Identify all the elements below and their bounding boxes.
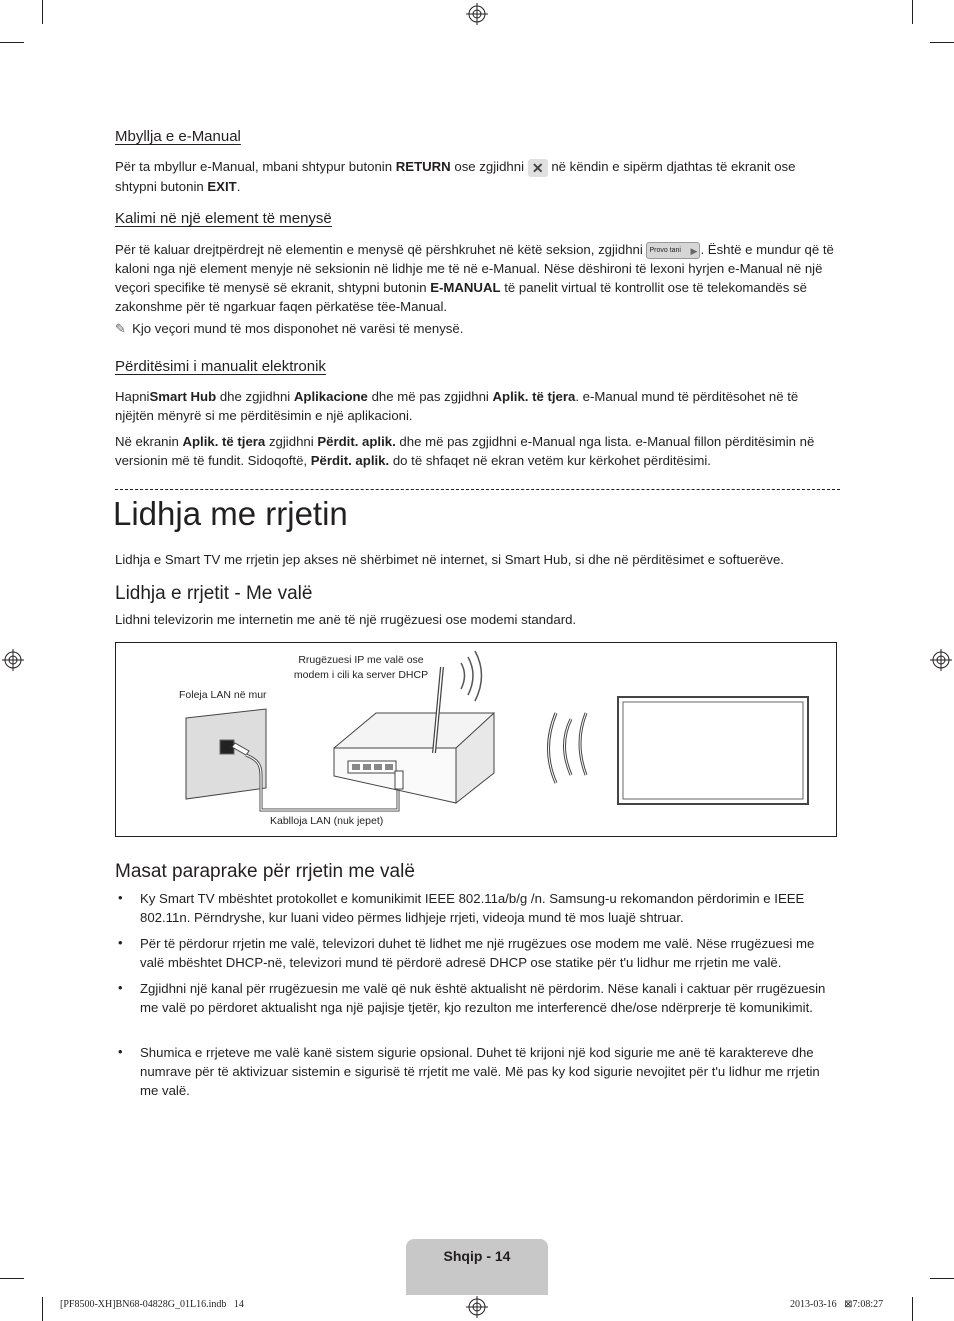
apps-label: Aplikacione: [293, 389, 368, 404]
chapter-intro: Lidhja e Smart TV me rrjetin jep akses në shërbimet në internet, si Smart Hub, si dhe në përditësimet e softuerëve.: [115, 552, 784, 567]
chapter-title: Lidhja me rrjetin: [113, 495, 348, 532]
text: . Është e mundur që të kaloni nga një element menyje në seksionin në lidhje me të në e-Manual. Nëse dëshironi të lexoni hyrjen e-Manual në një veçori specifike të menysë së ekranit, shtypni butonin: [115, 242, 834, 296]
file-info: [PF8500-XH]BN68-04828G_01L16.indb 14: [60, 1299, 244, 1310]
registration-mark-icon: [930, 649, 952, 671]
page-number-tab: [406, 1239, 548, 1295]
section-divider: [115, 489, 840, 490]
crop-mark: [930, 1278, 954, 1279]
text: dhe zgjidhni: [216, 389, 294, 404]
note-text: Kjo veçori mund të mos disponohet në varësi të menysë.: [132, 321, 464, 336]
network-diagram: [115, 642, 837, 837]
page-number-label: Shqip - 14: [443, 1248, 511, 1264]
text: do të shfaqet në ekran vetëm kur kërkohet përditësimi.: [389, 453, 711, 468]
try-now-label: Provo tani: [649, 247, 681, 255]
precautions-heading: Masat paraprake për rrjetin me valë: [115, 861, 415, 882]
text: .: [236, 178, 241, 194]
precaution-item-2: Për të përdorur rrjetin me valë, televizori duhet të lidhet me një rrugëzues ose modem me valë. Nëse rrugëzuesi me valë mbështet DHCP-në, televizori mund të përdorë adresë DHCP ose statike për t'u lidhur me rrjetin me valë.: [140, 936, 815, 970]
exit-button-label: EXIT: [207, 178, 237, 194]
crop-mark: [0, 42, 24, 43]
update-paragraph-1: [115, 387, 840, 425]
text: dhe më pas zgjidhni: [367, 389, 493, 404]
try-now-button[interactable]: [646, 242, 700, 259]
diagram-drawing: [116, 643, 838, 838]
precaution-item-1: Ky Smart TV mbështet protokollet e komunikimit IEEE 802.11a/b/g /n. Samsung-u rekomandon përdorimin e IEEE 802.11n. Përndryshe, kur luani video përmes lidhjeje rrjeti, videoja mund të mos luajë shtruar.: [140, 891, 805, 925]
cable-label: Kablloja LAN (nuk jepet): [270, 815, 384, 827]
crop-mark: [42, 1297, 43, 1321]
other-apps-label: Aplik. të tjera: [492, 389, 576, 404]
text: të panelit virtual të kontrollit ose të telekomandës së zakonshme për të ngarkuar faqen përkatëse tëe-Manual.: [115, 280, 807, 315]
emanual-button-label: E-MANUAL: [430, 280, 501, 296]
crop-mark: [930, 42, 954, 43]
section-heading-update: Përditësimi i manualit elektronik: [115, 358, 326, 375]
text: në këndin e sipërm djathtas të ekranit ose shtypni butonin: [115, 159, 796, 194]
tv-screen: [623, 702, 803, 799]
crop-mark: [0, 1278, 24, 1279]
registration-mark-icon: [466, 1296, 488, 1318]
router-label-line-1: Rrugëzuesi IP me valë ose: [298, 654, 424, 666]
close-x-icon: ✕: [528, 159, 548, 177]
router-label: [286, 653, 436, 683]
registration-mark-icon: [466, 3, 488, 25]
text: dhe më pas zgjidhni e-Manual nga lista. e-Manual fillon përditësimin në versionin më të fundit. Sidoqoftë,: [115, 434, 815, 468]
note-row: [115, 321, 463, 337]
registration-mark-icon: [2, 649, 24, 671]
date-info: 2013-03-16 ⊠7:08:27: [790, 1299, 884, 1310]
section-heading-close: Mbyllja e e-Manual: [115, 128, 241, 145]
text: Për ta mbyllur e-Manual, mbani shtypur butonin: [115, 159, 396, 174]
bullet-marker: •: [118, 890, 123, 905]
crop-mark: [912, 0, 913, 24]
text: ose zgjidhni: [450, 159, 528, 174]
text: . e-Manual mund të përditësohet në të njëjtën mënyrë si me përditësimin e një aplikacioni.: [115, 389, 799, 423]
pencil-note-icon: ✎: [115, 321, 127, 336]
router-label-line-2: modem i cili ka server DHCP: [293, 669, 429, 681]
text: Për të kaluar drejtpërdrejt në elementin e menysë që përshkruhet në këtë seksion, zgjidhni: [115, 242, 647, 257]
other-apps-label: Aplik. të tjera: [182, 434, 266, 449]
wireless-text: Lidhni televizorin me internetin me anë të një rrugëzuesi ose modemi standard.: [115, 612, 577, 627]
text: zgjidhni: [265, 434, 318, 449]
bullet-marker: •: [118, 980, 123, 995]
precaution-item-3: Zgjidhni një kanal për rrugëzuesin me valë që nuk është aktualisht në përdorim. Nëse kanali i caktuar për rrugëzuesin me valë po përdoret aktualisht nga një pajisje tjetër, kjo rezulton me interferencë dhe/ose ndërprerje të komunikimit.: [140, 981, 826, 1015]
section-heading-jump: Kalimi në një element të menysë: [115, 210, 332, 227]
update-apps-label: Përdit. aplik.: [310, 453, 390, 468]
text: Hapni: [115, 389, 150, 404]
close-paragraph: [115, 157, 840, 196]
jump-paragraph: [115, 240, 840, 316]
router-signal-waves: [461, 663, 465, 689]
bullet-marker: •: [118, 935, 123, 950]
wireless-heading: Lidhja e rrjetit - Me valë: [115, 583, 313, 604]
update-paragraph-2: [115, 432, 840, 470]
play-icon: ▶: [690, 246, 698, 257]
precaution-item-4: Shumica e rrjeteve me valë kanë sistem sigurie opsional. Duhet të krijoni një kod sigurie me anë të karaktereve dhe numrave për të aktivizuar sistemin e sigurisë të rrjetit me valë. Më pas ky kod sigurie nevojitet për t'u lidhur me rrjetin me valë.: [140, 1045, 820, 1098]
text: Në ekranin: [115, 434, 183, 449]
return-button-label: RETURN: [395, 159, 451, 174]
bullet-marker: •: [118, 1044, 123, 1059]
router-cable-plug: [395, 771, 403, 789]
smart-hub-label: Smart Hub: [149, 389, 217, 404]
crop-mark: [912, 1297, 913, 1321]
lan-port-label: Foleja LAN në mur: [179, 689, 267, 701]
update-apps-label: Përdit. aplik.: [317, 434, 396, 449]
crop-mark: [42, 0, 43, 24]
